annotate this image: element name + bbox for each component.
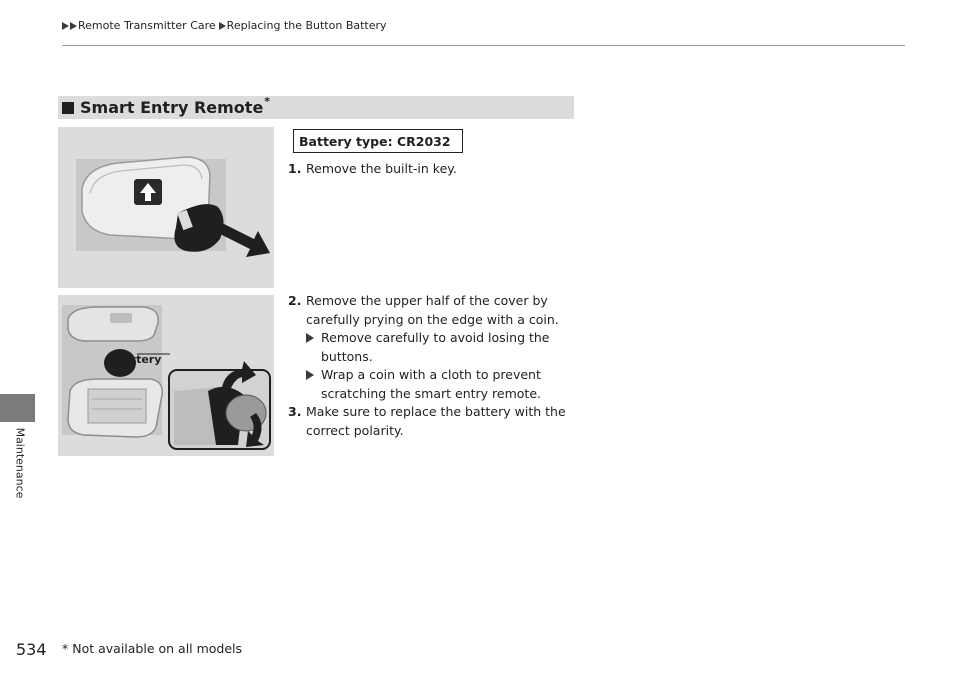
step-number: 2.: [288, 293, 302, 308]
battery-type-box: Battery type: CR2032: [293, 129, 463, 153]
section-header: [58, 96, 574, 119]
note-text: buttons.: [321, 348, 373, 364]
breadcrumb-current[interactable]: Replacing the Button Battery: [226, 19, 387, 32]
step-3: [288, 403, 566, 422]
footnote: * Not available on all models: [62, 641, 243, 656]
note-arrow-icon: [306, 333, 314, 343]
note-text: scratching the smart entry remote.: [321, 385, 542, 401]
section-title: Smart Entry Remote: [80, 98, 264, 117]
step-text: correct polarity.: [306, 422, 404, 438]
step-text: Remove the upper half of the cover by: [306, 293, 548, 308]
illustration-replace-battery: [58, 295, 274, 456]
step-note: [288, 366, 566, 403]
note-text: Wrap a coin with a cloth to prevent: [321, 367, 541, 382]
page-number: 534: [16, 640, 47, 659]
note-text: Remove carefully to avoid losing the: [321, 330, 550, 345]
step-1: [288, 160, 457, 179]
step-text: carefully prying on the edge with a coin.: [306, 311, 559, 327]
breadcrumb-arrow-icon: [219, 22, 226, 30]
chapter-tab[interactable]: [0, 394, 35, 422]
note-arrow-icon: [306, 370, 314, 380]
breadcrumb-link[interactable]: Remote Transmitter Care: [78, 19, 216, 32]
breadcrumb: [62, 19, 390, 32]
step-2: [288, 292, 566, 440]
chapter-tab-label: Maintenance: [13, 427, 27, 499]
step-text: Remove the built-in key.: [306, 161, 457, 176]
step-number: 1.: [288, 161, 302, 176]
step-number: 3.: [288, 404, 302, 419]
step-note: [288, 329, 566, 366]
section-square-icon: [62, 102, 74, 114]
battery-callout-label: Battery: [115, 353, 162, 366]
breadcrumb-arrow-icon: [62, 22, 69, 30]
step-text: Make sure to replace the battery with the: [306, 404, 566, 419]
illustration-remove-key: [58, 127, 274, 288]
header-divider: [62, 45, 905, 46]
breadcrumb-arrow-icon: [70, 22, 77, 30]
footnote-marker: *: [264, 95, 271, 108]
